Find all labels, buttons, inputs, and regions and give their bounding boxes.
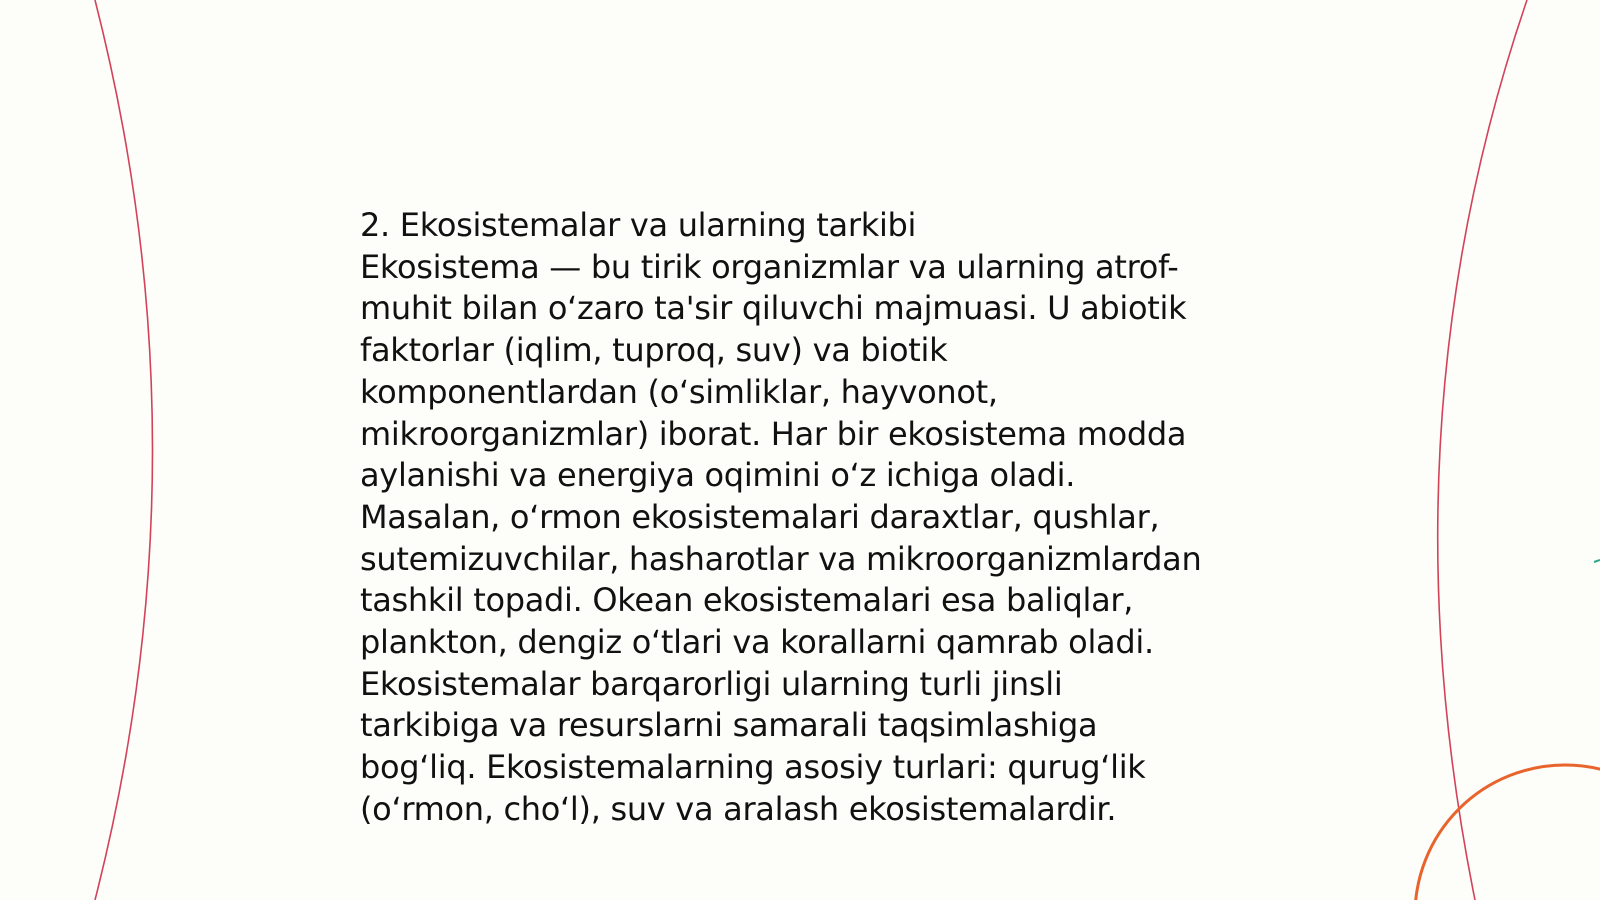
slide-body: Ekosistema — bu tirik organizmlar va ularning atrof- muhit bilan o‘zaro ta'sir qiluvchi majmuasi. U abiotik faktorlar (iqlim, tuproq, suv) va biotik komponentlardan (o‘simliklar, hayvonot, mikroorganizmlar) iborat. Har bir ekosistema modda aylanishi va energiya oqimini o‘z ichiga oladi. Masalan, o‘rmon ekosistemalari daraxtlar, qushlar, sutemizuvchilar, hasharotlar va mikroorganizmlardan tashkil topadi. Okean ekosistemalari esa baliqlar, plankton, dengiz o‘tlari va korallarni qamrab oladi. Ekosistemalar barqarorligi ularning turli jinsli tarkibiga va resurslarni samarali taqsimlashiga bog‘liq. Ekosistemalarning asosiy turlari: qurug‘lik (o‘rmon, cho‘l), suv va aralash ekosistemalardir. — [360, 247, 1202, 828]
orange-circle-arc — [1415, 765, 1600, 900]
left-curve-line — [95, 0, 153, 900]
slide-text — [360, 205, 1240, 831]
slide-heading: 2. Ekosistemalar va ularning tarkibi — [360, 206, 917, 244]
green-accent-mark — [1594, 560, 1600, 562]
right-curve-line — [1438, 0, 1527, 900]
